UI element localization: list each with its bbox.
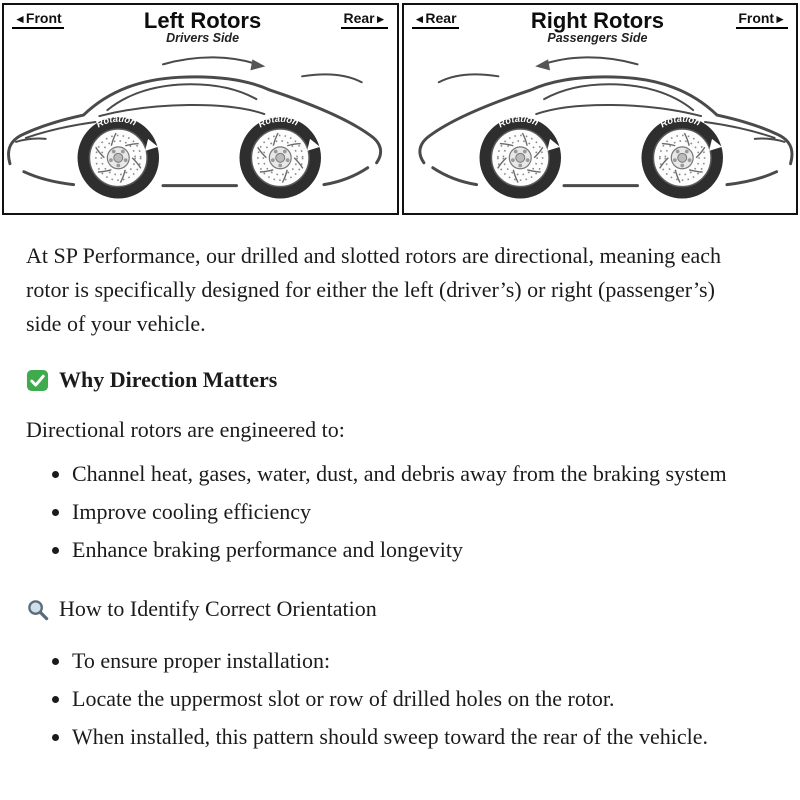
rotation-label: Rotation xyxy=(255,112,301,130)
intro-paragraph: At SP Performance, our drilled and slotted rotors are directional, meaning each rotor is specifically designed for either the left (driver’s) or right (passenger’s) side of your vehicle. xyxy=(26,243,722,337)
arrow-right-icon: ► xyxy=(774,12,786,26)
arrow-right-icon: ► xyxy=(374,12,387,26)
section-heading-orientation xyxy=(26,596,770,622)
rear-direction-label: Rear► xyxy=(341,10,388,29)
front-direction-label: Front► xyxy=(736,10,788,29)
list-item: • To ensure proper installation: xyxy=(72,644,752,677)
left-rotors-panel xyxy=(2,3,399,215)
left-car-illustration xyxy=(4,45,397,205)
benefits-list xyxy=(26,457,770,566)
rotation-label: Rotation xyxy=(657,112,702,130)
article-body xyxy=(0,215,800,784)
green-check-icon xyxy=(26,369,49,392)
front-direction-label: ◄Front xyxy=(12,10,64,29)
lead-paragraph: Directional rotors are engineered to: xyxy=(26,417,345,443)
rear-direction-label: ◄Rear xyxy=(412,10,459,29)
arrow-left-icon: ◄ xyxy=(413,12,426,26)
section-heading-text: How to Identify Correct Orientation xyxy=(59,596,377,622)
panel-subtitle: Passengers Side xyxy=(547,31,648,46)
rotor-direction-diagram xyxy=(0,0,800,215)
rotation-label: Rotation xyxy=(495,112,540,130)
list-item: • Improve cooling efficiency xyxy=(72,495,752,528)
orientation-list xyxy=(26,644,770,753)
left-panel-header xyxy=(4,5,397,45)
right-car-illustration xyxy=(404,45,797,205)
list-item: • Enhance braking performance and longevity xyxy=(72,533,752,566)
magnifier-icon xyxy=(26,598,49,621)
section-heading-direction-matters xyxy=(26,367,770,393)
rotation-label: Rotation xyxy=(93,112,139,130)
arrow-left-icon: ◄ xyxy=(14,12,26,26)
list-item: • When installed, this pattern should sweep toward the rear of the vehicle. xyxy=(72,720,752,753)
right-panel-header xyxy=(404,5,797,45)
list-item: • Channel heat, gases, water, dust, and debris away from the braking system xyxy=(72,457,752,490)
panel-title: Left Rotors xyxy=(143,8,262,33)
list-item: • Locate the uppermost slot or row of drilled holes on the rotor. xyxy=(72,682,752,715)
right-rotors-panel xyxy=(402,3,799,215)
panel-title: Right Rotors xyxy=(530,8,665,33)
section-heading-text: Why Direction Matters xyxy=(59,367,278,393)
panel-subtitle: Drivers Side xyxy=(166,31,240,46)
